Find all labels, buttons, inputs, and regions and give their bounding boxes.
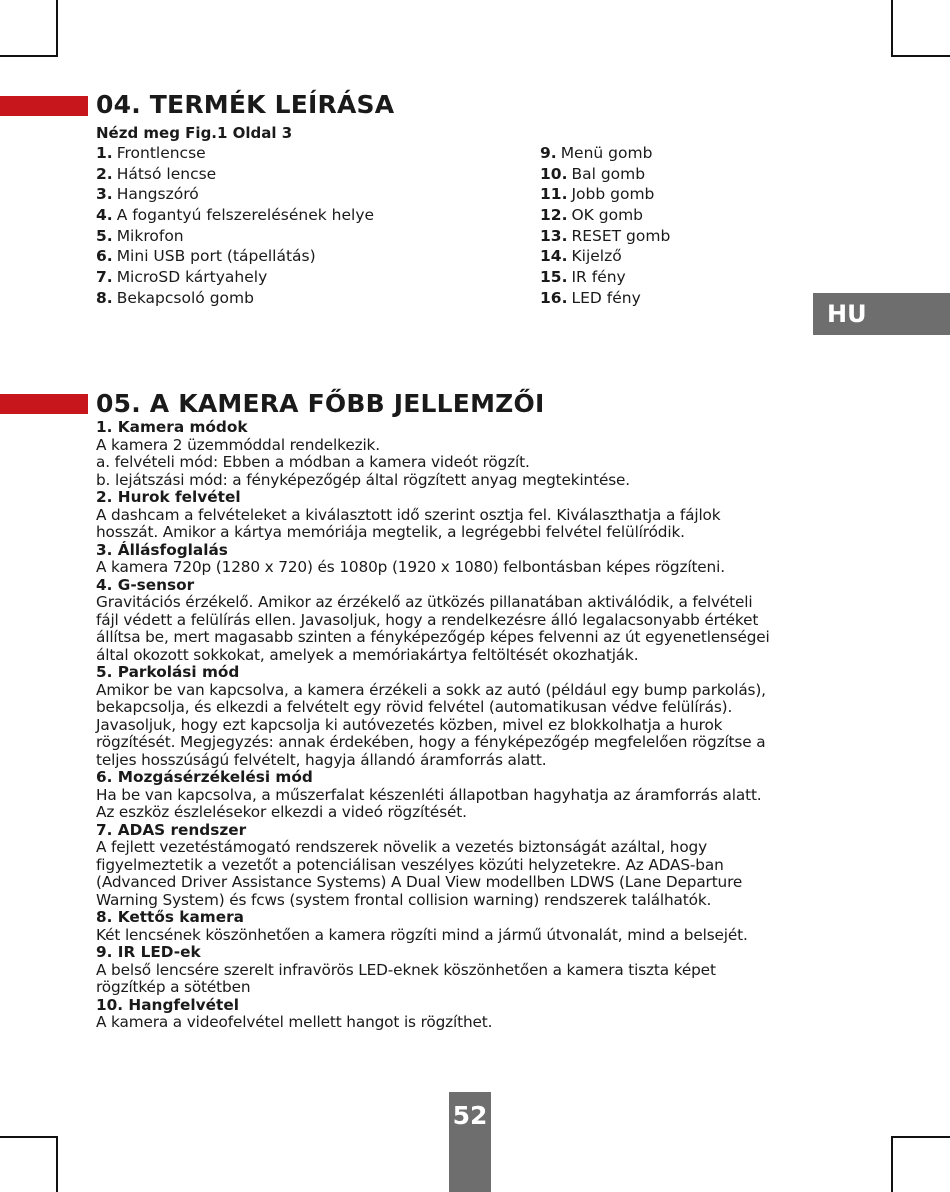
list-item: 14. Kijelző bbox=[540, 247, 622, 266]
feature-ir-leds bbox=[96, 944, 856, 997]
feature-heading: 3. Állásfoglalás bbox=[96, 540, 228, 559]
feature-heading: 8. Kettős kamera bbox=[96, 908, 244, 926]
crop-mark-top-left-h bbox=[0, 55, 58, 57]
page-number: 52 bbox=[449, 1092, 491, 1192]
parts-list-right bbox=[540, 143, 670, 309]
crop-mark-top-right-v bbox=[891, 0, 893, 57]
feature-heading: 2. Hurok felvétel bbox=[96, 488, 241, 506]
list-item: 3. Hangszóró bbox=[96, 185, 199, 204]
feature-heading: 7. ADAS rendszer bbox=[96, 820, 247, 839]
parts-list-left bbox=[96, 143, 374, 309]
list-item: 13. RESET gomb bbox=[540, 226, 671, 245]
section-4-title: 04. TERMÉK LEÍRÁSA bbox=[96, 90, 395, 119]
list-item: 2. Hátsó lencse bbox=[96, 164, 217, 183]
list-item: 15. IR fény bbox=[540, 268, 626, 287]
feature-adas bbox=[96, 822, 856, 910]
crop-mark-bottom-right-h bbox=[891, 1136, 950, 1138]
list-item: 10. Bal gomb bbox=[540, 164, 646, 183]
feature-parking-mode bbox=[96, 664, 856, 769]
feature-text: Ha be van kapcsolva, a műszerfalat készenléti állapotban hagyhatja az áramforrás alatt. Az eszköz észlelésekor elkezdi a videó rögzítését. bbox=[96, 785, 762, 821]
feature-text: A fejlett vezetéstámogató rendszerek növelik a vezetés biztonságát azáltal, hogy figyelmeztetik a vezetőt a potenciálisan veszélyes közúti helyzetekre. Az ADAS-ban (Advanced Driver Assistance Systems) A Dual View modellben LDWS (Lane Departure Warning System) és fcws (system frontal collision warning) rendszerek találhatók. bbox=[96, 838, 743, 909]
feature-loop-recording bbox=[96, 489, 856, 542]
list-item: 9. Menü gomb bbox=[540, 144, 653, 162]
section-4-accent-bar bbox=[0, 96, 88, 116]
feature-g-sensor bbox=[96, 577, 856, 665]
section-5-accent-bar bbox=[0, 394, 88, 414]
list-item: 4. A fogantyú felszerelésének helye bbox=[96, 206, 375, 225]
crop-mark-bottom-left-v bbox=[56, 1136, 58, 1192]
feature-audio-recording bbox=[96, 997, 856, 1032]
feature-camera-modes bbox=[96, 419, 856, 489]
language-tab: HU bbox=[813, 293, 950, 335]
list-item: 7. MicroSD kártyahely bbox=[96, 268, 268, 287]
feature-text: Gravitációs érzékelő. Amikor az érzékelő az ütközés pillanatában aktiválódik, a felvételi fájl védett a felülírás ellen. Javasoljuk, hogy a rendelkezésre álló legalacsonyabb értéket állítsa be, mert magasabb szinten a fényképezőgép képes felvenni az út egyenetlenségei által okozott sokkokat, amelyek a memóriakártya feltöltését okozhatják. bbox=[96, 593, 770, 664]
feature-heading: 6. Mozgásérzékelési mód bbox=[96, 768, 313, 786]
feature-heading: 9. IR LED-ek bbox=[96, 943, 201, 961]
list-item: 11. Jobb gomb bbox=[540, 185, 655, 204]
feature-heading: 1. Kamera módok bbox=[96, 418, 248, 436]
crop-mark-bottom-right-v bbox=[891, 1136, 893, 1192]
section-4-subtitle: Nézd meg Fig.1 Oldal 3 bbox=[96, 124, 293, 142]
section-5-title: 05. A KAMERA FŐBB JELLEMZŐI bbox=[96, 389, 545, 418]
crop-mark-top-left-v bbox=[56, 0, 58, 57]
features-list bbox=[96, 419, 856, 1032]
feature-text: Két lencsének köszönhetően a kamera rögzíti mind a jármű útvonalát, mind a belsejét. bbox=[96, 925, 748, 944]
crop-mark-top-right-h bbox=[891, 55, 950, 57]
list-item: 1. Frontlencse bbox=[96, 144, 206, 162]
list-item: 16. LED fény bbox=[540, 288, 641, 307]
feature-motion-detection bbox=[96, 769, 856, 822]
feature-text: A belső lencsére szerelt infravörös LED-eknek köszönhetően a kamera tiszta képet rögzítkép a sötétben bbox=[96, 960, 716, 996]
feature-heading: 10. Hangfelvétel bbox=[96, 995, 239, 1014]
list-item: 5. Mikrofon bbox=[96, 226, 184, 245]
list-item: 12. OK gomb bbox=[540, 206, 644, 225]
feature-resolution bbox=[96, 542, 856, 577]
feature-text: A dashcam a felvételeket a kiválasztott idő szerint osztja fel. Kiválaszthatja a fájlok hosszát. Amikor a kártya memóriája megtelik, a legrégebbi felvétel felülíródik. bbox=[96, 505, 721, 541]
list-item: 8. Bekapcsoló gomb bbox=[96, 288, 254, 307]
feature-text: A kamera 720p (1280 x 720) és 1080p (1920 x 1080) felbontásban képes rögzíteni. bbox=[96, 558, 725, 576]
feature-heading: 5. Parkolási mód bbox=[96, 663, 240, 681]
crop-mark-bottom-left-h bbox=[0, 1136, 58, 1138]
list-item: 6. Mini USB port (tápellátás) bbox=[96, 247, 316, 266]
feature-dual-camera bbox=[96, 909, 856, 944]
feature-text: A kamera 2 üzemmóddal rendelkezik. a. felvételi mód: Ebben a módban a kamera videót rögzít. b. lejátszási mód: a fényképezőgép által rögzített anyag megtekintése. bbox=[96, 435, 630, 489]
feature-text: A kamera a videofelvétel mellett hangot is rögzíthet. bbox=[96, 1013, 493, 1031]
feature-heading: 4. G-sensor bbox=[96, 575, 195, 594]
feature-text: Amikor be van kapcsolva, a kamera érzékeli a sokk az autó (például egy bump parkolás), bekapcsolja, és elkezdi a felvételt egy rövid felvétel (automatikusan védve felülírás). Javasoljuk, hogy ezt kapcsolja ki autóvezetés közben, mivel ez blokkolhatja a hurok rögzítését. Megjegyzés: annak érdekében, hogy a fényképezőgép megfelelően rögzítse a teljes hosszúságú felvételt, hagyja állandó áramforrás alatt. bbox=[96, 680, 766, 769]
